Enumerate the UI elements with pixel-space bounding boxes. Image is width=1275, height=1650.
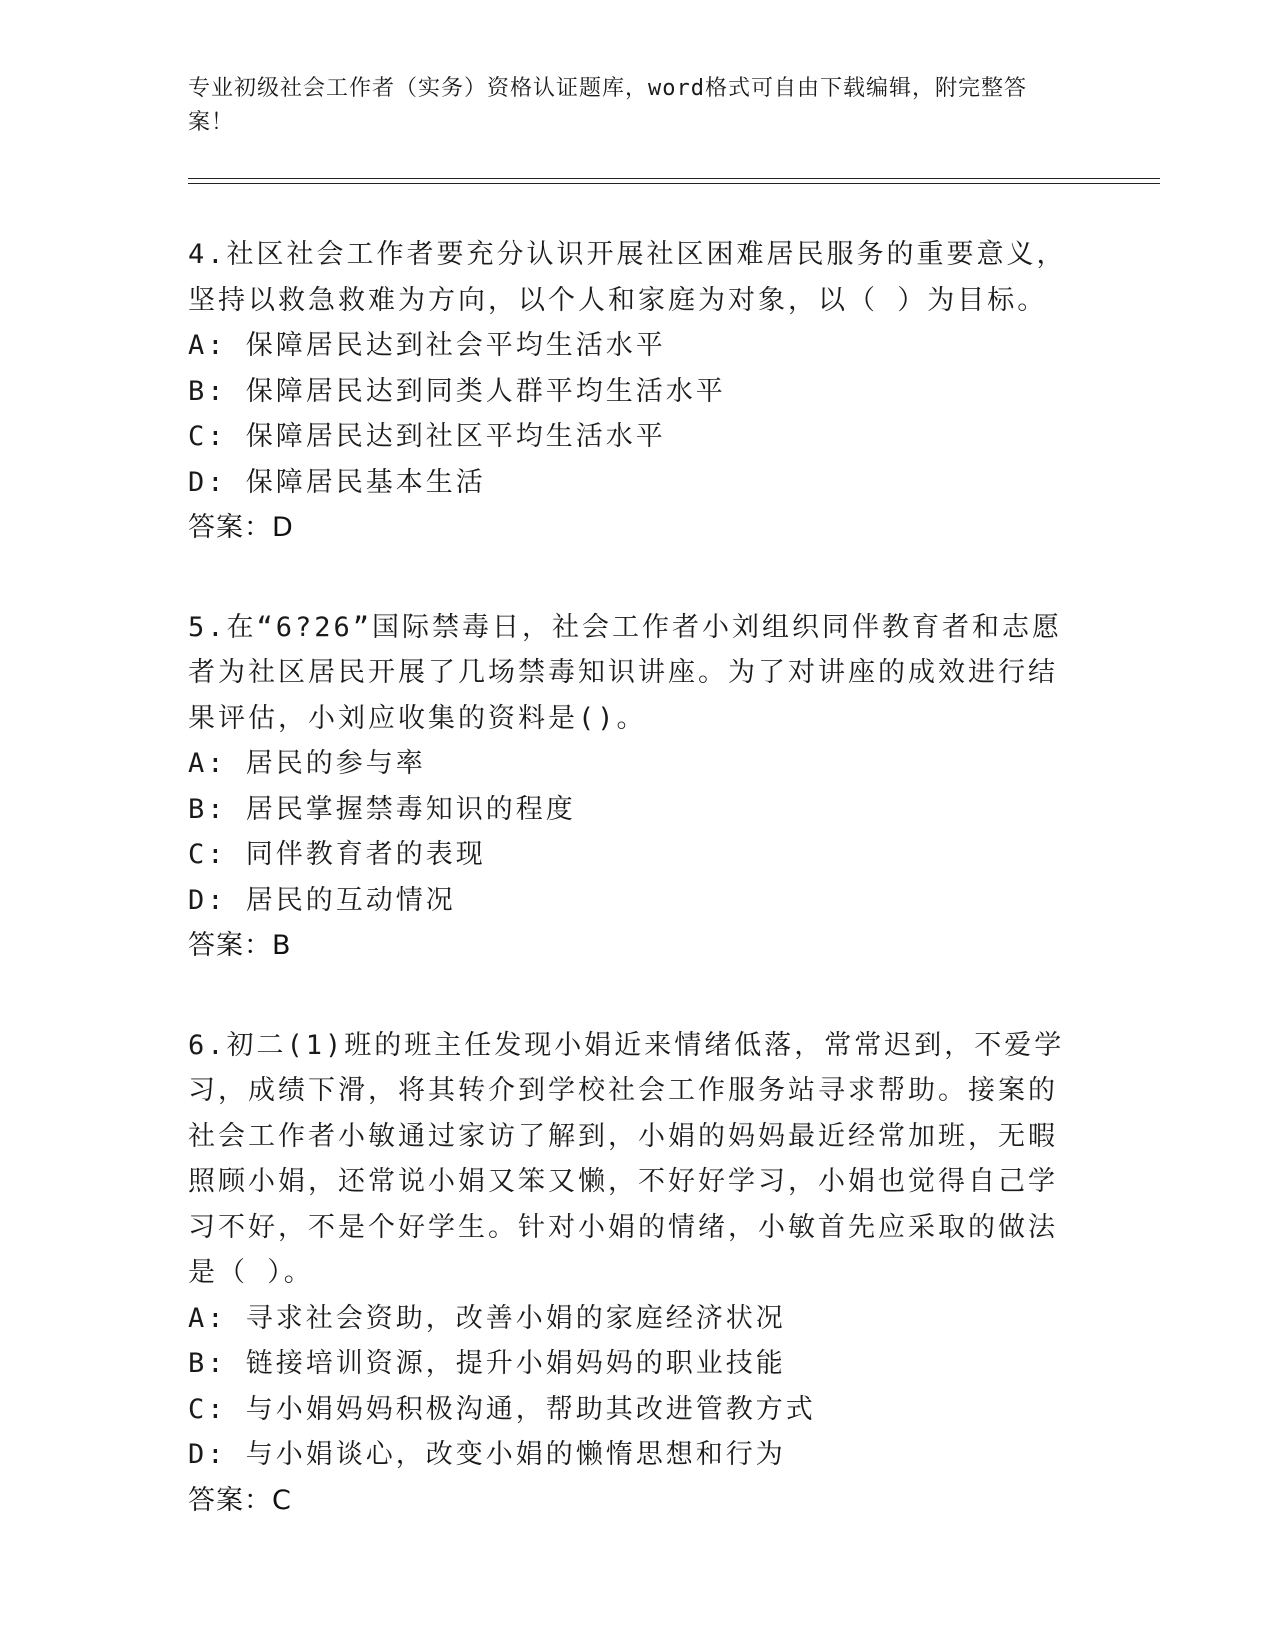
question-4 bbox=[188, 232, 1068, 551]
option-c: C: 与小娟妈妈积极沟通，帮助其改进管教方式 bbox=[188, 1393, 816, 1425]
question-stem: 6.初二(1)班的班主任发现小娟近来情绪低落，常常迟到，不爱学习，成绩下滑，将其转介到学校社会工作服务站寻求帮助。接案的社会工作者小敏通过家访了解到，小娟的妈妈最近经常加班，无暇照顾小娟，还常说小娟又笨又懒，不好好学习，小娟也觉得自己学习不好，不是个好学生。针对小娟的情绪，小敏首先应采取的做法是（ ）。 bbox=[188, 1029, 1065, 1288]
option-d: D: 与小娟谈心，改变小娟的懒惰思想和行为 bbox=[188, 1439, 786, 1470]
option-b: B: 居民掌握禁毒知识的程度 bbox=[188, 793, 576, 825]
header-divider-bottom bbox=[188, 183, 1160, 184]
answer-label: 答案：B bbox=[188, 930, 292, 961]
option-b: B: 保障居民达到同类人群平均生活水平 bbox=[188, 375, 726, 407]
option-b: B: 链接培训资源，提升小娟妈妈的职业技能 bbox=[188, 1348, 786, 1379]
question-stem: 4.社区社会工作者要充分认识开展社区困难居民服务的重要意义，坚持以救急救难为方向，以个人和家庭为对象，以（ ）为目标。 bbox=[188, 239, 1067, 316]
answer-label: 答案：D bbox=[188, 512, 294, 543]
option-list bbox=[188, 741, 1068, 923]
option-list bbox=[188, 323, 1068, 505]
option-a: A: 居民的参与率 bbox=[188, 748, 426, 779]
header-note: 专业初级社会工作者（实务）资格认证题库，word格式可自由下载编辑，附完整答案！ bbox=[188, 76, 1027, 135]
option-a: A: 保障居民达到社会平均生活水平 bbox=[188, 330, 666, 361]
answer-label: 答案：C bbox=[188, 1484, 292, 1516]
option-a: A: 寻求社会资助，改善小娟的家庭经济状况 bbox=[188, 1302, 786, 1334]
option-d: D: 保障居民基本生活 bbox=[188, 466, 486, 498]
option-list bbox=[188, 1296, 1068, 1478]
option-c: C: 同伴教育者的表现 bbox=[188, 839, 486, 870]
option-c: C: 保障居民达到社区平均生活水平 bbox=[188, 421, 666, 452]
question-6 bbox=[188, 1023, 1068, 1524]
question-list bbox=[188, 232, 1068, 1577]
question-stem: 5.在“6?26”国际禁毒日，社会工作者小刘组织同伴教育者和志愿者为社区居民开展了几场禁毒知识讲座。为了对讲座的成效进行结果评估，小刘应收集的资料是()。 bbox=[188, 611, 1063, 734]
header-divider-top bbox=[188, 178, 1160, 179]
option-d: D: 居民的互动情况 bbox=[188, 884, 456, 916]
question-5 bbox=[188, 605, 1068, 969]
